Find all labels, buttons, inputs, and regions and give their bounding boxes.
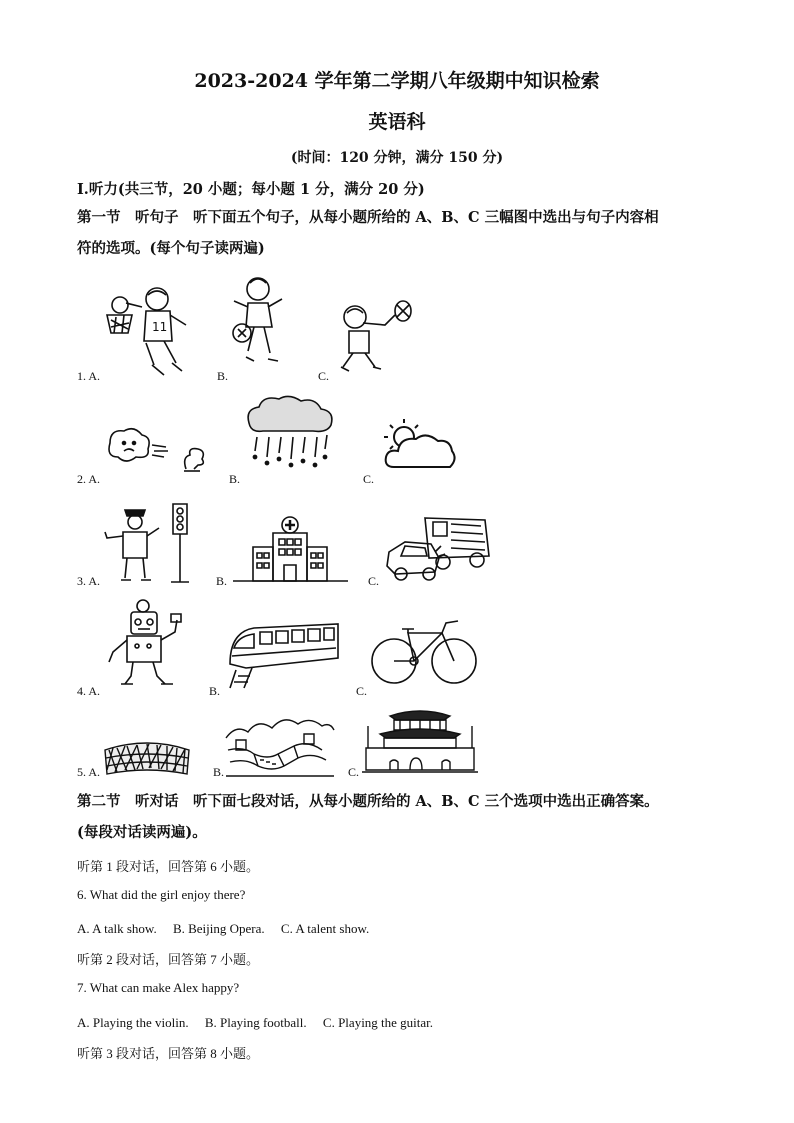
item2-c-label: C. bbox=[363, 472, 375, 486]
question-7-options: A. Playing the violin. B. Playing football. C. Playing the guitar. bbox=[77, 1015, 434, 1030]
policeman-traffic-light-image bbox=[103, 502, 195, 584]
item3-label: 3. A. bbox=[77, 574, 101, 588]
basketball-player-image bbox=[102, 285, 197, 380]
cloudy-weather-image bbox=[380, 415, 460, 477]
item2-label: 2. A. bbox=[77, 472, 101, 486]
car-accident-image bbox=[385, 512, 495, 584]
item4-label: 4. A. bbox=[77, 684, 101, 698]
question-6: 6. What did the girl enjoy there? bbox=[77, 887, 246, 902]
section1-line1: 第一节 听句子 听下面五个句子，从每小题所给的 A、B、C 三幅图中选出与句子内容相 bbox=[77, 209, 659, 226]
birds-nest-stadium-image bbox=[103, 736, 191, 778]
item1-b-label: B. bbox=[217, 369, 229, 383]
windy-weather-image bbox=[104, 425, 209, 475]
tiananmen-image bbox=[360, 706, 480, 778]
part1-heading: Ⅰ.听力(共三节，20 小题；每小题 1 分，满分 20 分) bbox=[77, 181, 425, 198]
item1-c-label: C. bbox=[318, 369, 330, 383]
soccer-player-image bbox=[228, 275, 288, 375]
item5-label: 5. A. bbox=[77, 765, 101, 779]
section1-instructions bbox=[77, 202, 727, 264]
item1-label: 1. A. bbox=[77, 369, 101, 383]
section2-line2: (每段对话读两遍)。 bbox=[77, 824, 207, 841]
train-image bbox=[226, 618, 344, 690]
item5-c-label: C. bbox=[348, 765, 360, 779]
robot-image bbox=[105, 598, 187, 690]
tennis-player-image bbox=[335, 295, 415, 375]
item3-b-label: B. bbox=[216, 574, 228, 588]
item5-b-label: B. bbox=[213, 765, 225, 779]
dialogue1-intro: 听第 1 段对话，回答第 6 小题。 bbox=[77, 859, 260, 874]
item3-c-label: C. bbox=[368, 574, 380, 588]
dialogue3-intro: 听第 3 段对话，回答第 8 小题。 bbox=[77, 1046, 260, 1061]
subject-title: 英语科 bbox=[368, 111, 426, 133]
section2-line1: 第二节 听对话 听下面七段对话，从每小题所给的 A、B、C 三个选项中选出正确答案。 bbox=[77, 793, 659, 810]
section2-instructions bbox=[77, 786, 727, 848]
rainy-weather-image bbox=[243, 395, 338, 475]
bicycle-image bbox=[368, 615, 480, 687]
exam-title: 2023-2024 学年第二学期八年级期中知识检索 bbox=[194, 70, 600, 92]
great-wall-image bbox=[224, 710, 336, 780]
item4-c-label: C. bbox=[356, 684, 368, 698]
item2-b-label: B. bbox=[229, 472, 241, 486]
question-6-options: A. A talk show. B. Beijing Opera. C. A talent show. bbox=[77, 921, 370, 936]
dialogue2-intro: 听第 2 段对话，回答第 7 小题。 bbox=[77, 952, 260, 967]
section1-line2: 符的选项。(每个句子读两遍) bbox=[77, 240, 265, 257]
time-note: (时间：120 分钟，满分 150 分) bbox=[290, 150, 504, 166]
item4-b-label: B. bbox=[209, 684, 221, 698]
svg-text:11: 11 bbox=[152, 320, 168, 334]
question-7: 7. What can make Alex happy? bbox=[77, 980, 240, 995]
hospital-image bbox=[233, 515, 348, 583]
